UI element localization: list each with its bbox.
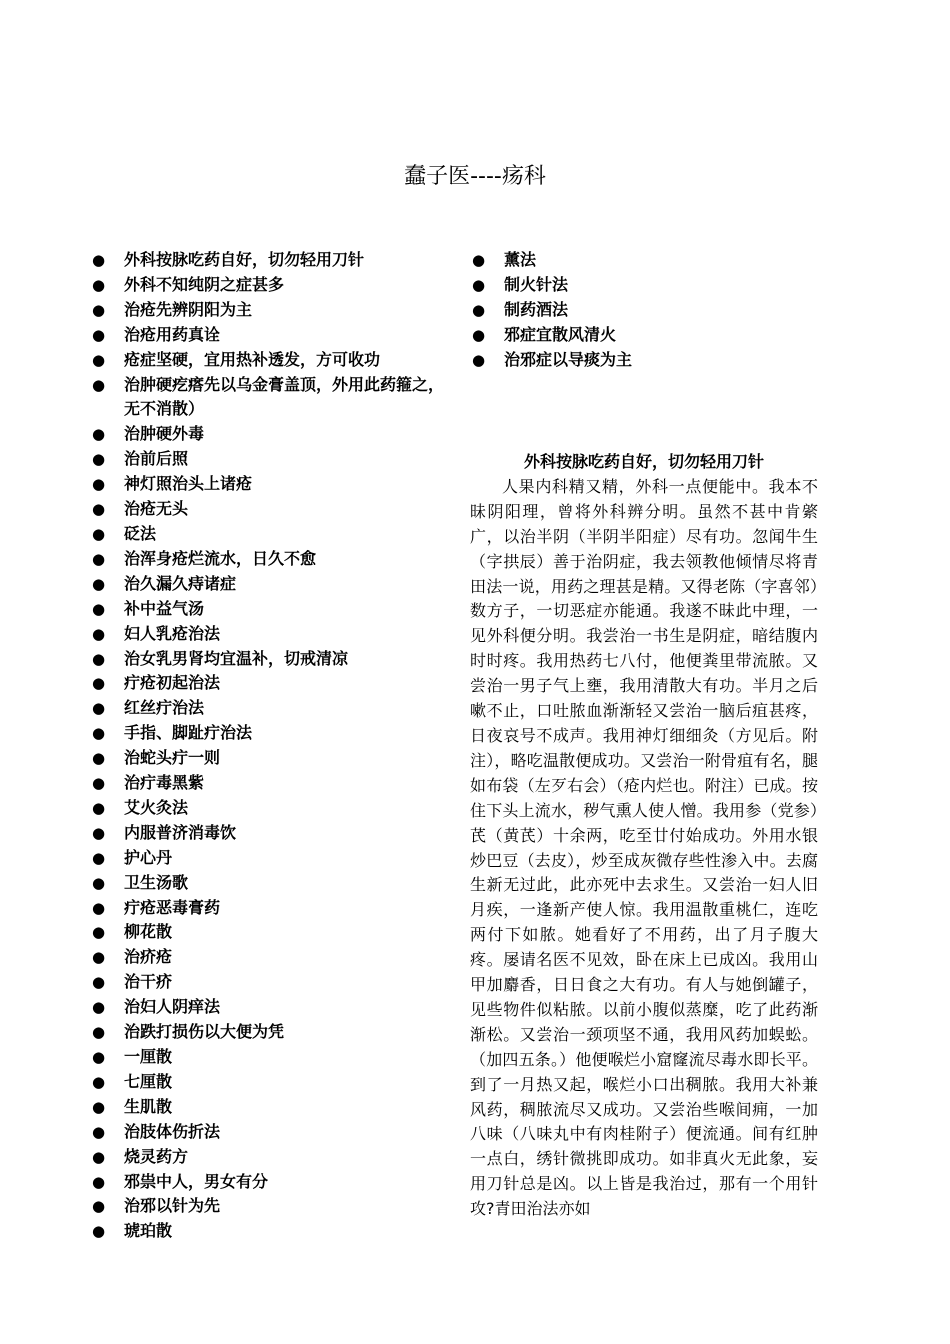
bullet-icon: ● [92, 948, 106, 967]
bullet-icon: ● [92, 574, 106, 593]
list-item-label: 一厘散 [124, 1047, 173, 1066]
list-item-label: 外科按脉吃药自好，切勿轻用刀针 [124, 250, 365, 269]
list-item [88, 1145, 448, 1170]
list-item [88, 273, 448, 298]
bullet-icon: ● [92, 425, 106, 444]
bullet-icon: ● [92, 524, 106, 543]
list-item [88, 1194, 448, 1219]
bullet-icon: ● [92, 724, 106, 743]
bullet-icon: ● [92, 1097, 106, 1116]
list-item [88, 1095, 448, 1120]
bullet-icon: ● [472, 275, 486, 294]
list-item [88, 447, 448, 472]
list-item [88, 1020, 448, 1045]
list-item [88, 821, 448, 846]
list-item [88, 1045, 448, 1070]
bullet-icon: ● [92, 624, 106, 643]
bullet-icon: ● [92, 898, 106, 917]
list-item-label: 治邪症以导痰为主 [504, 349, 633, 369]
list-item-label: 治疮用药真诠 [124, 324, 221, 344]
bullet-icon: ● [92, 251, 106, 269]
list-item [88, 497, 448, 522]
bullet-icon: ● [92, 749, 106, 768]
list-item [468, 348, 828, 373]
list-item [88, 472, 448, 497]
list-item-label: 神灯照治头上诸疮 [124, 474, 253, 494]
list-item [88, 696, 448, 721]
list-item [88, 1070, 448, 1095]
page-title: 蠢子医----疡科 [404, 164, 546, 189]
bullet-icon: ● [472, 251, 486, 269]
bullet-icon: ● [92, 1048, 106, 1066]
list-item-label: 邪祟中人，男女有分 [124, 1171, 269, 1191]
list-item [88, 771, 448, 796]
list-item-label: 治久漏久痔诸症 [124, 573, 237, 593]
list-item-label: 治干疥 [124, 972, 173, 992]
list-item-label: 邪症宜散风清火 [504, 324, 617, 344]
bullet-icon: ● [92, 1197, 106, 1216]
list-item [88, 547, 448, 572]
list-item [88, 871, 448, 896]
bullet-icon: ● [92, 699, 106, 718]
list-item-label: 柳花散 [124, 922, 173, 942]
bullet-icon: ● [92, 450, 106, 469]
list-item-label: 外科不知纯阴之症甚多 [124, 274, 285, 294]
list-item [88, 323, 448, 348]
bullet-icon: ● [92, 848, 106, 867]
bullet-icon: ● [92, 973, 106, 992]
bullet-icon: ● [92, 350, 106, 369]
list-item-label: 治邪以针为先 [124, 1196, 221, 1216]
list-item-label: 砭法 [124, 523, 157, 543]
list-item [88, 1120, 448, 1145]
list-item-label: 疔疮初起治法 [124, 673, 221, 693]
list-item [88, 970, 448, 995]
list-item-label: 护心丹 [124, 847, 173, 867]
list-item-label: 治疮无头 [124, 499, 189, 519]
bullet-icon: ● [92, 798, 106, 817]
list-item [88, 671, 448, 696]
bullet-icon: ● [92, 873, 106, 892]
list-item [88, 796, 448, 821]
list-item-label: 红丝疔治法 [124, 698, 205, 718]
bullet-icon: ● [92, 475, 106, 494]
list-item-label: 薰法 [504, 250, 537, 269]
list-item-label: 艾火灸法 [124, 797, 189, 817]
list-item [88, 622, 448, 647]
list-item [88, 572, 448, 597]
list-item [88, 995, 448, 1020]
list-item-label: 手指、脚趾疔治法 [124, 723, 253, 743]
bullet-icon: ● [92, 998, 106, 1017]
list-item-label: 卫生汤歌 [124, 872, 189, 892]
list-item-label: 内服普济消毒饮 [124, 822, 237, 842]
bullet-icon: ● [92, 1023, 106, 1042]
list-item-label: 制药酒法 [504, 299, 569, 319]
list-item-label: 制火针法 [504, 274, 569, 294]
list-item [88, 846, 448, 871]
list-item [88, 522, 448, 547]
table-of-contents-right [468, 248, 828, 373]
list-item-label: 治浑身疮烂流水，日久不愈 [124, 548, 317, 568]
list-item-label: 治前后照 [124, 449, 189, 469]
bullet-icon: ● [92, 1072, 106, 1091]
bullet-icon: ● [472, 300, 486, 319]
bullet-icon: ● [92, 674, 106, 693]
list-item [468, 248, 828, 273]
list-item-label: 补中益气汤 [124, 598, 205, 618]
article-body: 人果内科精又精，外科一点便能中。我本不昧阴阳理，曾将外科辨分明。虽然不甚中肯綮广，以治半阴（半阴半阳症）尽有功。忽闻牛生（字拱辰）善于治阴症，我去领教他倾情尽将青田法一说，用药之理甚是精。又得老陈（字喜邻）数方子，一切恶症亦能通。我遂不昧此中理，一见外科便分明。我尝治一书生是阴症，暗结腹内时时疼。我用热药七八付，他便粪里带流脓。又尝治一男子气上壅，我用清散大有功。半月之后嗽不止，口吐脓血渐渐轻又尝治一脑后疽甚疼，日夜哀号不成声。我用神灯细细灸（方见后。附注），略吃温散便成功。又尝治一附骨疽有名，腿如布袋（左歹右会）（疮内烂也。附注）已成。按住下头上流水，秽气熏人使人憎。我用参（党参）芪（黄芪）十余两，吃至廿付始成功。外用水银炒巴豆（去皮），炒至成灰微存些性渗入中。去腐生新无过此，此亦死中去求生。又尝治一妇人旧月疾，一逢新产使人惊。我用温散重桃仁，连吃两付下如脓。她看好了不用药，出了月子腹大疼。屡请名医不见效，卧在床上已成凶。我用山甲加麝香，日日食之大有功。有人与她倒罐子，见些物件似粘脓。以前小腹似蒸糜，吃了此药渐渐松。又尝治一颈项坚不通，我用风药加蜈蚣。（加四五条。）他便喉烂小窟窿流尽毒水即长平。到了一月热又起，喉烂小口出稠脓。我用大补兼风药，稠脓流尽又成功。又尝治些喉间痈，一加八味（八味丸中有肉桂附子）便流通。间有红肿一点白，绣针微挑即成功。如非真火无此象，妄用刀针总是凶。以上皆是我治过，那有一个用针攻?青田治法亦如 [470, 476, 818, 1219]
bullet-icon: ● [92, 774, 106, 793]
list-item [88, 721, 448, 746]
list-item [88, 896, 448, 921]
list-item-label: 妇人乳疮治法 [124, 623, 221, 643]
list-item [88, 422, 448, 447]
list-item [88, 1219, 448, 1244]
list-item [468, 273, 828, 298]
bullet-icon: ● [92, 325, 106, 344]
list-item [88, 348, 448, 373]
list-item [88, 746, 448, 771]
bullet-icon: ● [92, 300, 106, 319]
bullet-icon: ● [92, 923, 106, 942]
list-item-label: 治肢体伤折法 [124, 1121, 221, 1141]
list-item-label: 治跌打损伤以大便为凭 [124, 1022, 285, 1042]
list-item-label: 七厘散 [124, 1071, 173, 1091]
bullet-icon: ● [472, 325, 486, 344]
list-item-label: 疮症坚硬，宜用热补透发，方可收功 [124, 349, 381, 369]
list-item [88, 373, 448, 423]
list-item-label: 治女乳男肾均宜温补，切戒清凉 [124, 648, 349, 668]
table-of-contents-left [88, 248, 448, 1244]
bullet-icon: ● [92, 1172, 106, 1191]
list-item-label: 治蛇头疔一则 [124, 748, 221, 768]
bullet-icon: ● [472, 350, 486, 369]
list-item-label: 治肿硬疙瘩先以乌金膏盖顶，外用此药箍之，无不消散） [124, 374, 445, 419]
list-item [88, 945, 448, 970]
list-item [468, 323, 828, 348]
article [470, 450, 818, 1247]
list-item [88, 647, 448, 672]
bullet-icon: ● [92, 1147, 106, 1166]
bullet-icon: ● [92, 375, 106, 394]
list-item-label: 治疮先辨阴阳为主 [124, 299, 253, 319]
list-item [88, 920, 448, 945]
bullet-icon: ● [92, 500, 106, 519]
list-item-label: 疔疮恶毒膏药 [124, 897, 221, 917]
list-item [88, 298, 448, 323]
list-item [88, 597, 448, 622]
list-item-label: 生肌散 [124, 1096, 173, 1116]
bullet-icon: ● [92, 599, 106, 618]
article-heading: 外科按脉吃药自好，切勿轻用刀针 [523, 452, 764, 471]
list-item-label: 琥珀散 [124, 1221, 173, 1241]
bullet-icon: ● [92, 823, 106, 842]
bullet-icon: ● [92, 275, 106, 294]
bullet-icon: ● [92, 1222, 106, 1241]
list-item-label: 治疥疮 [124, 947, 173, 967]
list-item [88, 248, 448, 273]
bullet-icon: ● [92, 549, 106, 568]
list-item-label: 治肿硬外毒 [124, 424, 205, 444]
bullet-icon: ● [92, 649, 106, 668]
list-item [468, 298, 828, 323]
list-item [88, 1170, 448, 1195]
bullet-icon: ● [92, 1122, 106, 1141]
list-item-label: 治疔毒黑紫 [124, 773, 205, 793]
list-item-label: 治妇人阴痒法 [124, 997, 221, 1017]
list-item-label: 烧灵药方 [124, 1146, 189, 1166]
